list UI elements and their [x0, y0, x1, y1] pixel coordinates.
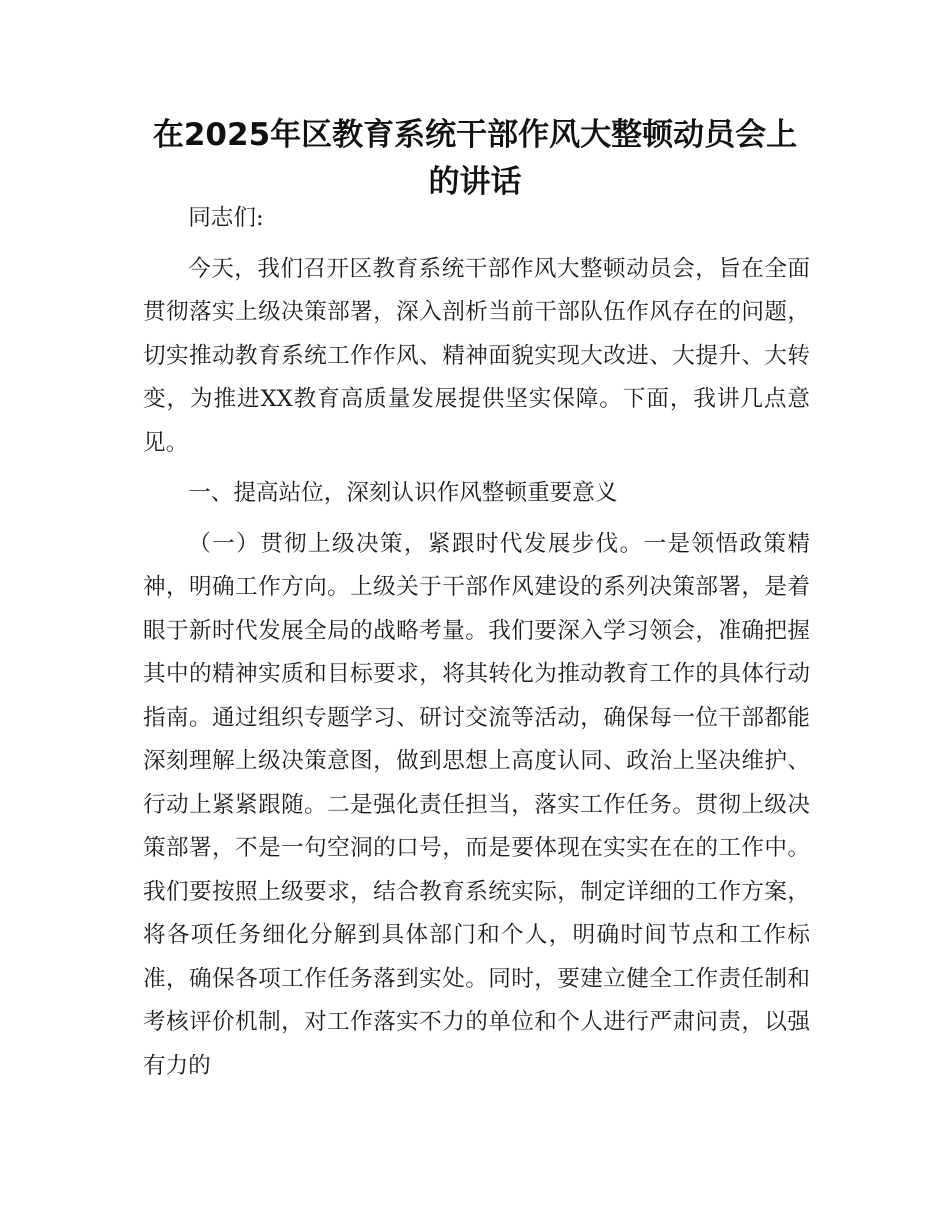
document-title: [135, 112, 815, 206]
paragraph-intro: 今天，我们召开区教育系统干部作风大整顿动员会，旨在全面贯彻落实上级决策部署，深入剖析当前干部队伍作风存在的问题，切实推动教育系统工作作风、精神面貌实现大改进、大提升、大转变，为推进XX教育高质量发展提供坚实保障。下面，我讲几点意见。: [143, 255, 810, 456]
salutation: 同志们:: [188, 205, 264, 231]
section-heading-1: 一、提高站位，深刻认识作风整顿重要意义: [188, 480, 618, 506]
document-body: [143, 197, 810, 1095]
title-line-2: 的讲话: [428, 164, 522, 200]
title-line-1: 在2025年区教育系统干部作风大整顿动员会上: [152, 117, 798, 153]
paragraph-subsection-1: （一）贯彻上级决策，紧跟时代发展步伐。一是领悟政策精神，明确工作方向。上级关于干部作风建设的系列决策部署，是着眼于新时代发展全局的战略考量。我们要深入学习领会，准确把握其中的精神实质和目标要求，将其转化为推动教育工作的具体行动指南。通过组织专题学习、研讨交流等活动，确保每一位干部都能深刻理解上级决策意图，做到思想上高度认同、政治上坚决维护、行动上紧紧跟随。二是强化责任担当，落实工作任务。贯彻上级决策部署，不是一句空洞的口号，而是要体现在实实在在的工作中。我们要按照上级要求，结合教育系统实际，制定详细的工作方案，将各项任务细化分解到具体部门和个人，明确时间节点和工作标准，确保各项工作任务落到实处。同时，要建立健全工作责任制和考核评价机制，对工作落实不力的单位和个人进行严肃问责，以强有力的: [143, 530, 810, 1079]
